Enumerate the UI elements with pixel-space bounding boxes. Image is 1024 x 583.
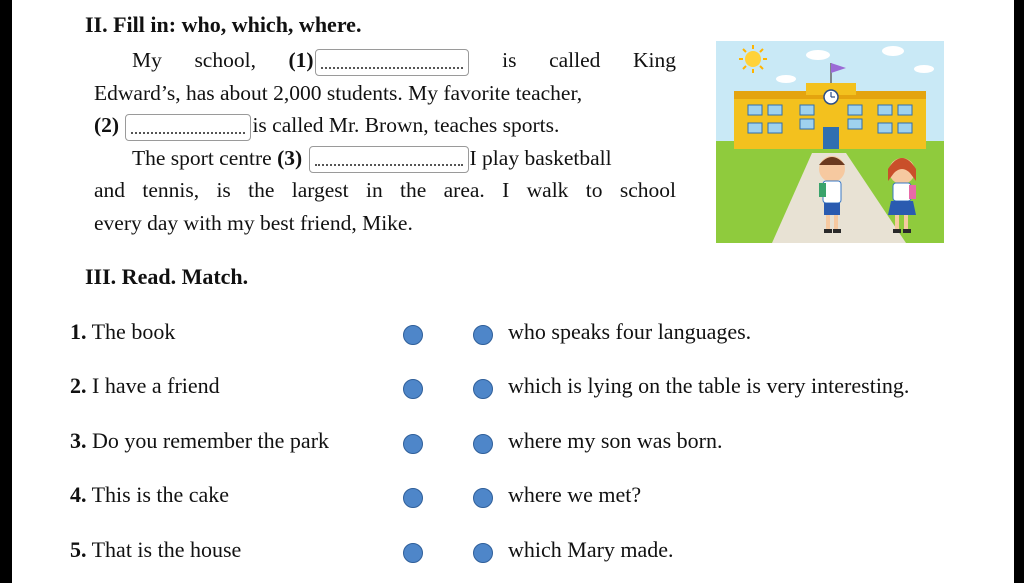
blank-1-input[interactable] bbox=[315, 49, 469, 76]
paragraph-line-4 bbox=[94, 142, 676, 175]
paragraph-line-2: Edward’s, has about 2,000 students. My favorite teacher, bbox=[94, 80, 583, 105]
word: My bbox=[132, 48, 162, 72]
word: in bbox=[365, 178, 383, 202]
match-dot-left[interactable] bbox=[403, 379, 423, 399]
match-left-item bbox=[70, 319, 175, 345]
match-right-item: where we met? bbox=[508, 482, 642, 507]
match-right-item: who speaks four languages. bbox=[508, 319, 752, 344]
line-text: The sport centre bbox=[132, 145, 272, 170]
word: school, bbox=[194, 48, 256, 72]
blank-number-2: (2) bbox=[94, 113, 120, 137]
match-row-1 bbox=[70, 319, 1010, 349]
word: King bbox=[632, 48, 676, 72]
blank-number-3: (3) bbox=[277, 145, 303, 170]
match-row-5 bbox=[70, 537, 1010, 567]
word: is bbox=[502, 48, 517, 72]
word: walk bbox=[526, 178, 569, 202]
match-left-item bbox=[70, 482, 229, 508]
word: school bbox=[619, 178, 676, 202]
word: area. bbox=[443, 178, 485, 202]
match-dot-left[interactable] bbox=[403, 325, 423, 345]
line-text: is called Mr. Brown, teaches sports. bbox=[252, 113, 560, 137]
word: I bbox=[502, 178, 510, 202]
paragraph-line-3 bbox=[94, 109, 676, 142]
item-number: 3. bbox=[70, 428, 87, 453]
school-illustration bbox=[716, 41, 944, 243]
paragraph-line-6: every day with my best friend, Mike. bbox=[94, 210, 413, 235]
match-right-item: which Mary made. bbox=[508, 537, 674, 562]
word: the bbox=[400, 178, 427, 202]
match-row-4 bbox=[70, 482, 1010, 512]
word: largest bbox=[291, 178, 349, 202]
item-number: 5. bbox=[70, 537, 87, 562]
word: called bbox=[549, 48, 601, 72]
item-text: That is the house bbox=[91, 537, 242, 562]
match-dot-right[interactable] bbox=[473, 488, 493, 508]
match-dot-right[interactable] bbox=[473, 379, 493, 399]
blank-number-1: (1) bbox=[288, 48, 314, 72]
match-dot-right[interactable] bbox=[473, 325, 493, 345]
word: the bbox=[248, 178, 275, 202]
paragraph-line-5 bbox=[94, 174, 676, 207]
match-dot-left[interactable] bbox=[403, 488, 423, 508]
item-number: 1. bbox=[70, 319, 87, 344]
item-number: 2. bbox=[70, 373, 87, 398]
section-3-title: III. Read. Match. bbox=[85, 264, 249, 289]
section-2-title: II. Fill in: who, which, where. bbox=[85, 12, 362, 37]
word: is bbox=[216, 178, 231, 202]
match-right-item: which is lying on the table is very interesting. bbox=[508, 373, 910, 398]
match-left-item bbox=[70, 428, 329, 454]
match-dot-left[interactable] bbox=[403, 543, 423, 563]
word: and bbox=[94, 178, 126, 202]
match-left-item bbox=[70, 373, 220, 399]
item-text: I have a friend bbox=[92, 373, 220, 398]
match-right-item: where my son was born. bbox=[508, 428, 723, 453]
left-border bbox=[0, 0, 12, 583]
fill-in-paragraph bbox=[94, 44, 676, 239]
word: to bbox=[585, 178, 603, 202]
match-dot-right[interactable] bbox=[473, 543, 493, 563]
word: tennis, bbox=[142, 178, 200, 202]
match-dot-left[interactable] bbox=[403, 434, 423, 454]
match-row-3 bbox=[70, 428, 1010, 458]
match-row-2 bbox=[70, 373, 1010, 403]
item-number: 4. bbox=[70, 482, 87, 507]
right-border bbox=[1014, 0, 1024, 583]
match-dot-right[interactable] bbox=[473, 434, 493, 454]
line-text: I play basketball bbox=[469, 145, 612, 170]
match-left-item bbox=[70, 537, 241, 563]
item-text: This is the cake bbox=[91, 482, 230, 507]
paragraph-line-1 bbox=[94, 44, 676, 77]
blank-2-input[interactable] bbox=[125, 114, 251, 141]
item-text: The book bbox=[91, 319, 176, 344]
item-text: Do you remember the park bbox=[92, 428, 330, 453]
blank-3-input[interactable] bbox=[309, 146, 469, 173]
